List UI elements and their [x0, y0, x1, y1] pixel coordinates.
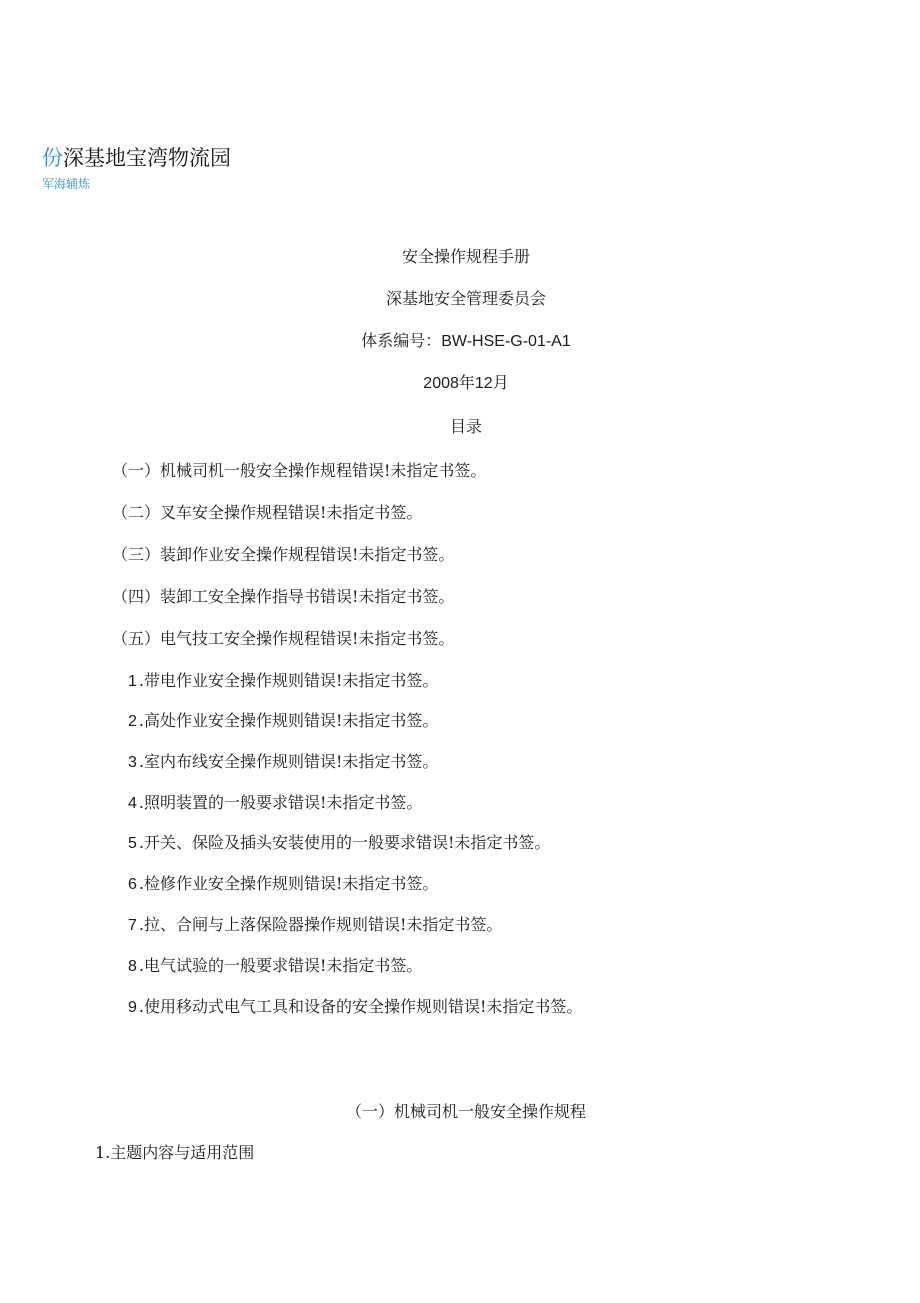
section-heading: 1.主题内容与适用范围 — [95, 1143, 255, 1162]
toc-subitem-2[interactable] — [128, 710, 438, 733]
toc-subitem-number: 1 — [128, 673, 137, 690]
company-logo — [42, 144, 231, 172]
toc-section-5[interactable]: （五）电气技工安全操作规程错误!未指定书签。 — [112, 629, 455, 648]
toc-section-1[interactable]: （一）机械司机一般安全操作规程错误!未指定书签。 — [112, 461, 487, 480]
toc-subitem-text: .检修作业安全操作规则错误!未指定书签。 — [138, 874, 439, 893]
toc-subitem-number: 9 — [128, 999, 137, 1016]
toc-subitem-7[interactable] — [128, 914, 502, 937]
toc-subitem-text: .使用移动式电气工具和设备的安全操作规则错误!未指定书签。 — [138, 997, 583, 1016]
toc-section-4[interactable]: （四）装卸工安全操作指导书错误!未指定书签。 — [112, 587, 455, 606]
toc-subitem-number: 4 — [128, 795, 137, 812]
toc-subitem-5[interactable] — [128, 832, 550, 855]
toc-subitem-4[interactable] — [128, 792, 422, 815]
toc-subitem-text: .照明装置的一般要求错误!未指定书签。 — [138, 793, 423, 812]
toc-subitem-text: .拉、合闸与上落保险器操作规则错误!未指定书签。 — [138, 915, 503, 934]
toc-subitem-number: 3 — [128, 754, 137, 771]
toc-subitem-text: .开关、保险及插头安装使用的一般要求错误!未指定书签。 — [138, 833, 551, 852]
toc-subitem-number: 2 — [128, 713, 137, 730]
system-number: 体系编号：BW-HSE-G-01-A1 — [361, 333, 571, 350]
section-title: （一）机械司机一般安全操作规程 — [345, 1102, 586, 1121]
toc-subitem-number: 8 — [128, 958, 137, 975]
toc-subitem-3[interactable] — [128, 751, 438, 774]
toc-subitem-text: .带电作业安全操作规则错误!未指定书签。 — [138, 671, 439, 690]
manual-title: 安全操作规程手册 — [401, 247, 530, 266]
toc-subitem-number: 7 — [128, 917, 137, 934]
toc-subitem-number: 6 — [128, 876, 137, 893]
document-date: 2008年12月 — [423, 375, 509, 392]
committee-name: 深基地安全管理委员会 — [385, 289, 546, 308]
logo-mark: 份 — [42, 146, 63, 170]
toc-heading: 目录 — [449, 417, 482, 436]
toc-subitem-text: .高处作业安全操作规则错误!未指定书签。 — [138, 711, 439, 730]
toc-section-3[interactable]: （三）装卸作业安全操作规程错误!未指定书签。 — [112, 545, 455, 564]
toc-subitem-text: .室内布线安全操作规则错误!未指定书签。 — [138, 752, 439, 771]
toc-subitem-1[interactable] — [128, 670, 438, 693]
toc-section-2[interactable]: （二）叉车安全操作规程错误!未指定书签。 — [112, 503, 423, 522]
toc-subitem-9[interactable] — [128, 996, 582, 1019]
toc-subitem-number: 5 — [128, 835, 137, 852]
toc-subitem-text: .电气试验的一般要求错误!未指定书签。 — [138, 956, 423, 975]
toc-subitem-8[interactable] — [128, 955, 422, 978]
logo-text: 深基地宝湾物流园 — [63, 146, 231, 170]
toc-subitem-6[interactable] — [128, 873, 438, 896]
logo-subtext: 军海辅炼 — [42, 177, 91, 191]
